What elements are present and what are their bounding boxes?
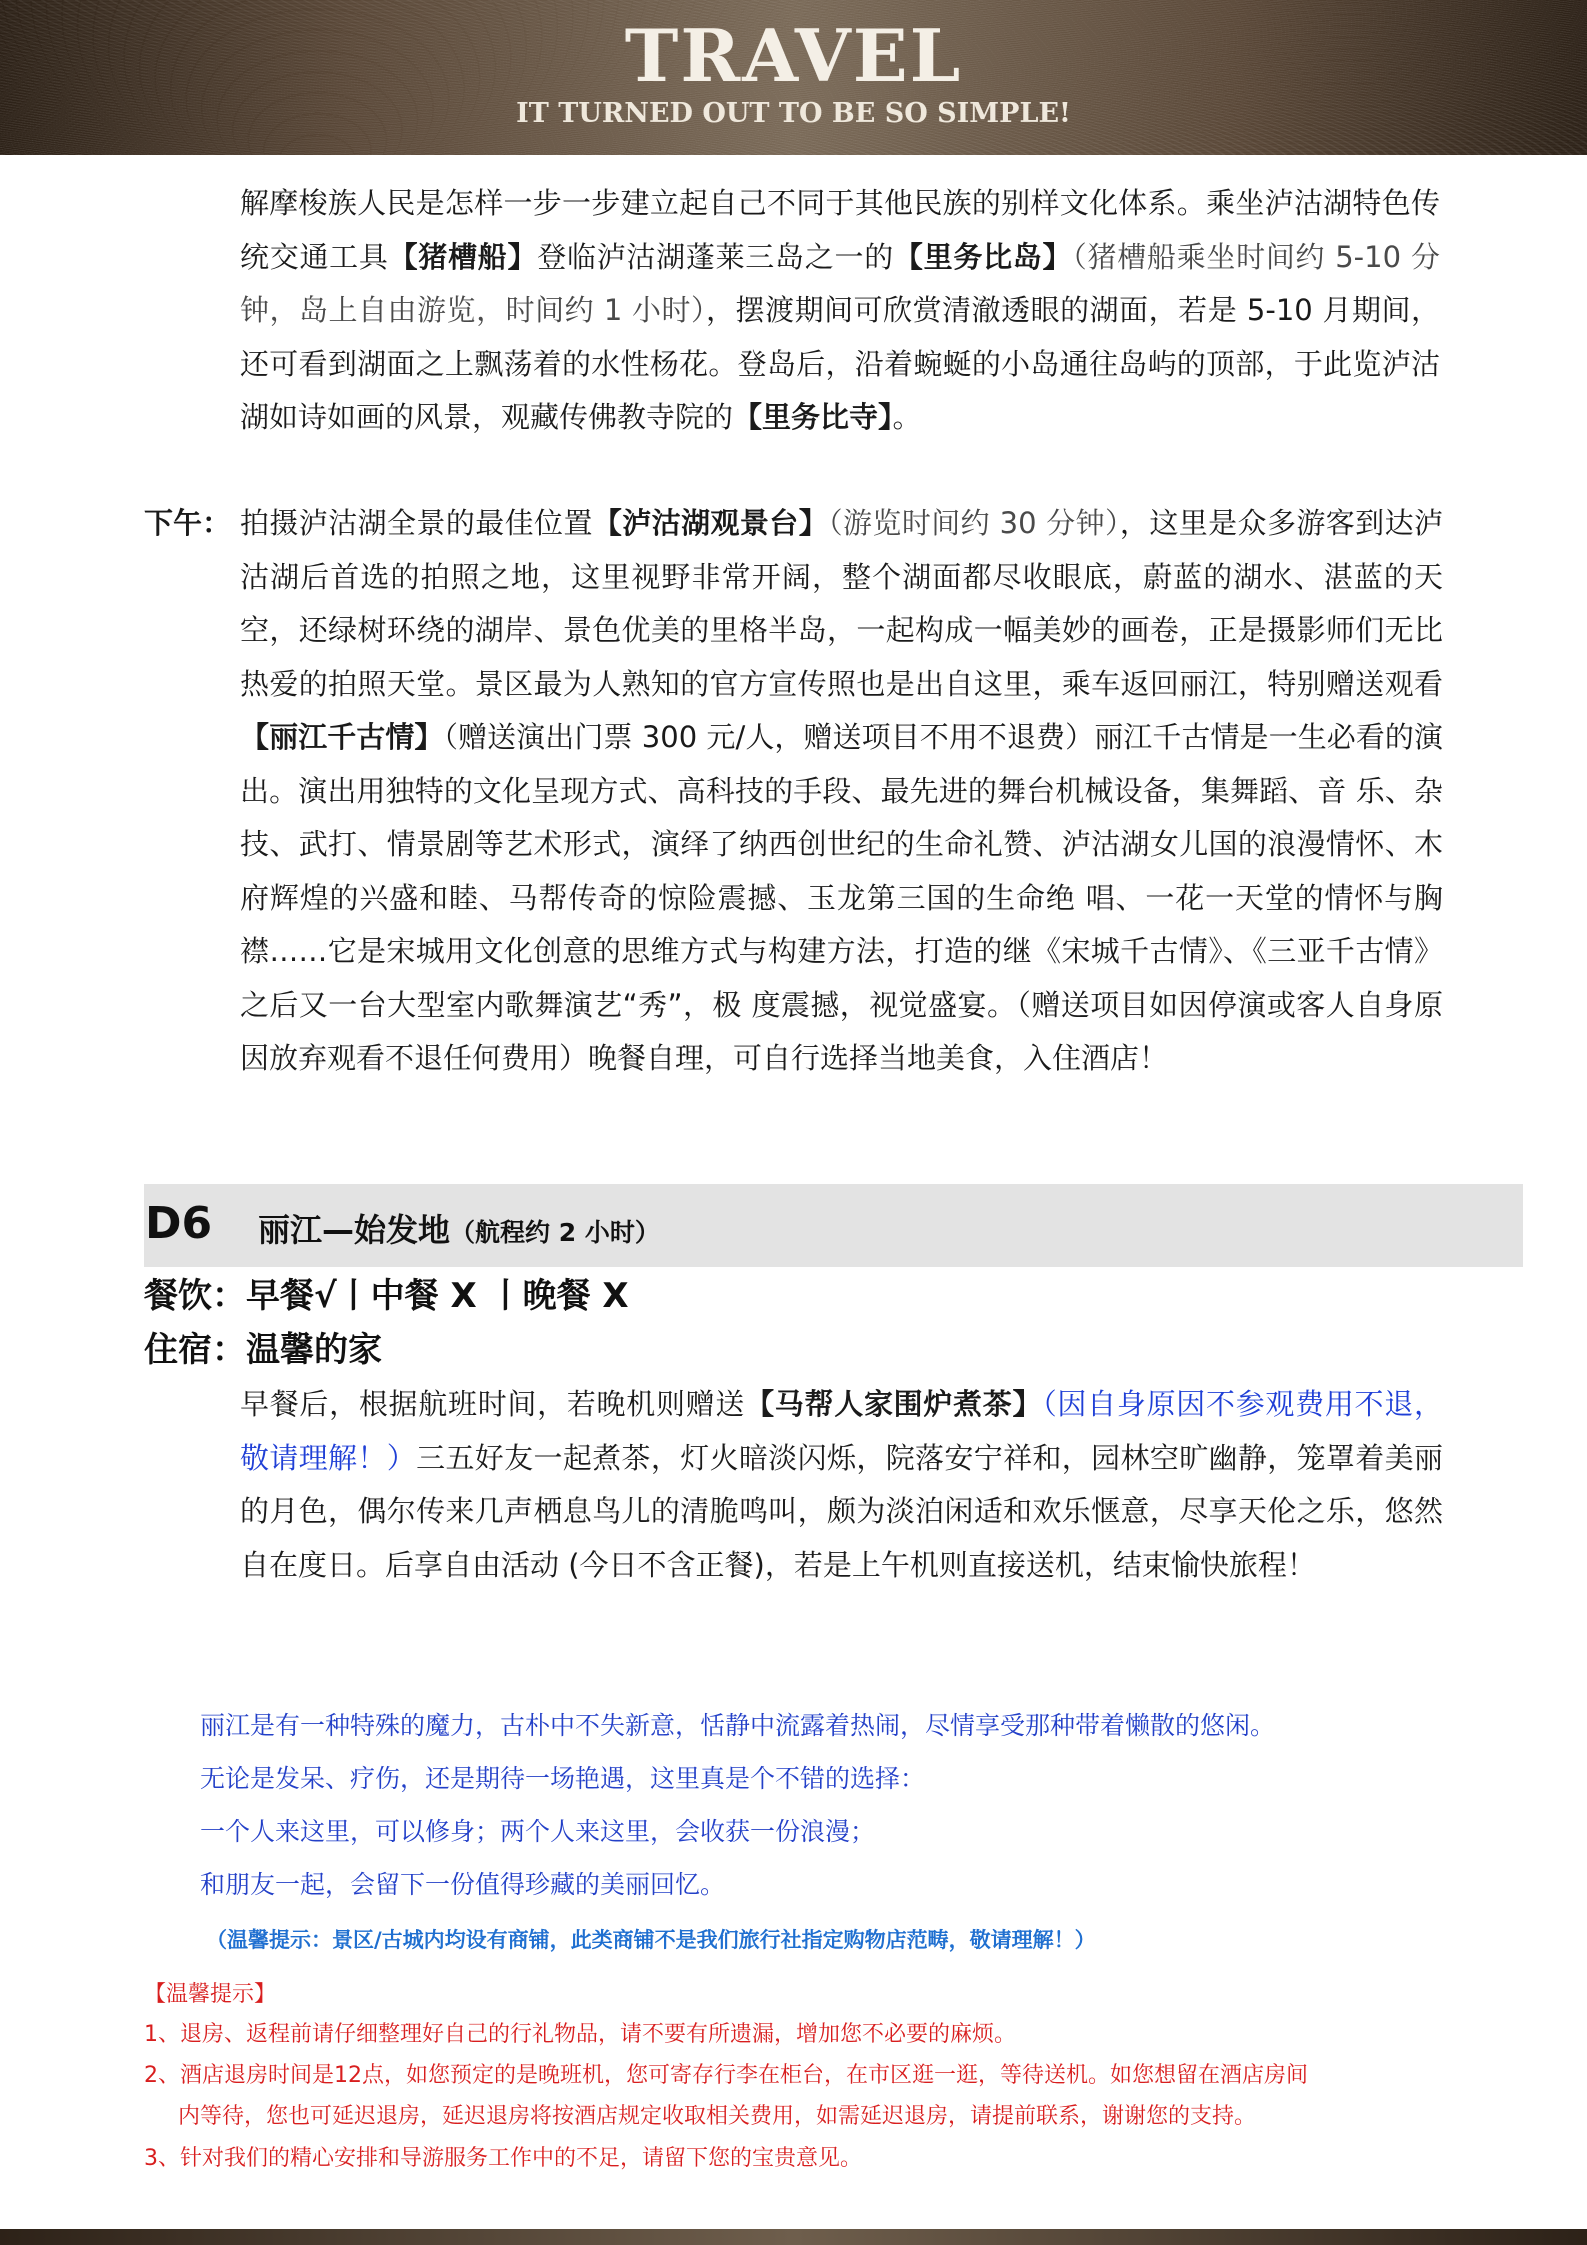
banner-title: TRAVEL [624,13,963,98]
viewpoint-highlight: 【泸沽湖观景台】 [592,506,829,540]
island-highlight: 【里务比岛】 [893,239,1073,274]
boat-highlight: 【猪槽船】 [388,239,538,274]
quote-line: 一个人来这里，可以修身；两个人来这里，会收获一份浪漫； [200,1817,876,1846]
tip-item: 3、针对我们的精心安排和导游服务工作中的不足，请留下您的宝贵意见。 [144,2146,862,2171]
tip-item: 内等待，您也可延迟退房，延迟退房将按酒店规定收取相关费用，如需延迟退房，请提前联系，谢谢您的支持。 [178,2104,1257,2129]
show-highlight: 【丽江千古情】 [240,720,444,754]
afternoon-label: 下午： [144,506,232,540]
quote-line: 和朋友一起，会留下一份值得珍藏的美丽回忆。 [200,1870,726,1899]
quote-line: 丽江是有一种特殊的魔力，古朴中不失新意，恬静中流露着热闹，尽情享受那种带着懒散的悠闲。 [200,1711,1276,1740]
header-banner [0,0,1587,155]
flight-duration: （航程约 2 小时） [450,1218,660,1247]
shop-notice: （温馨提示：景区/古城内均设有商铺，此类商铺不是我们旅行社指定购物店范畴，敬请理解！） [206,1928,1096,1952]
day-route: 丽江—始发地（航程约 2 小时） [258,1211,660,1249]
meals-line: 餐饮：早餐√丨中餐 X 丨晚餐 X [144,1276,629,1316]
afternoon-paragraph: 拍摄泸沽湖全景的最佳位置【泸沽湖观景台】（游览时间约 30 分钟），这里是众多游客到达泸沽湖后首选的拍照之地，这里视野非常开阔，整个湖面都尽收眼底，蔚蓝的湖水、湛蓝的天空，还绿树环绕的湖岸、景色优美的里格半岛，一起构成一幅美妙的画卷，正是摄影师们无比热爱的拍照天堂。景区最为人熟知的官方宣传照也是出自这里，乘车返回丽江，特别赠送观看【丽江千古情】（赠送演出门票 300 元/人，赠送项目不用不退费）丽江千古情是一生必看的演出。演出用独特的文化呈现方式、高科技的手段、最先进的舞台机械设备，集舞蹈、音 乐、杂技、武打、情景剧等艺术形式，演绎了纳西创世纪的生命礼赞、泸沽湖女儿国的浪漫情怀、木府辉煌的兴盛和睦、马帮传奇的惊险震撼、玉龙第三国的生命绝 唱、一花一天堂的情怀与胸襟……它是宋城用文化创意的思维方式与构建方法，打造的继《宋城千古情》、《三亚千古情》之后又一台大型室内歌舞演艺“秀”，极 度震撼，视觉盛宴。（赠送项目如因停演或客人自身原因放弃观看不退任何费用）晚餐自理，可自行选择当地美食，入住酒店！ [240,506,1443,1075]
banner-subtitle: IT TURNED OUT TO BE SO SIMPLE! [516,98,1071,129]
footer-bar [0,2229,1587,2245]
tip-item: 2、酒店退房时间是12点，如您预定的是晚班机，您可寄存行李在柜台，在市区逛一逛，等待送机。如您想留在酒店房间 [144,2063,1308,2088]
day-number: D6 [145,1198,213,1249]
temple-highlight: 【里务比寺】 [733,400,893,434]
tip-item: 1、退房、返程前请仔细整理好自己的行礼物品，请不要有所遗漏，增加您不必要的麻烦。 [144,2022,1017,2047]
teahouse-highlight: 【马帮人家围炉煮茶】 [745,1387,1043,1421]
teahouse-note: （因自身原因不参观费用不退，敬请理解！） [240,1387,1443,1475]
morning-paragraph: 解摩梭族人民是怎样一步一步建立起自己不同于其他民族的别样文化体系。乘坐泸沽湖特色传统交通工具【猪槽船】登临泸沽湖蓬莱三岛之一的【里务比岛】（猪槽船乘坐时间约 5-10 分钟，岛上自由游览，时间约 1 小时），摆渡期间可欣赏清澈透眼的湖面，若是 5-10 月期间，还可看到湖面之上飘荡着的水性杨花。登岛后，沿着蜿蜒的小岛通往岛屿的顶部，于此览泸沽湖如诗如画的风景，观藏传佛教寺院的【里务比寺】。 [240,186,1440,434]
tips-title: 【温馨提示】 [144,1982,277,2007]
day6-paragraph: 早餐后，根据航班时间，若晚机则赠送【马帮人家围炉煮茶】（因自身原因不参观费用不退，敬请理解！）三五好友一起煮茶，灯火暗淡闪烁，院落安宁祥和，园林空旷幽静，笼罩着美丽的月色，偶尔传来几声栖息鸟儿的清脆鸣叫，颇为淡泊闲适和欢乐惬意，尽享天伦之乐，悠然自在度日。后享自由活动 (今日不含正餐)，若是上午机则直接送机，结束愉快旅程！ [240,1387,1443,1582]
quote-line: 无论是发呆、疗伤，还是期待一场艳遇，这里真是个不错的选择： [200,1764,926,1793]
accommodation-line: 住宿：温馨的家 [144,1330,382,1370]
